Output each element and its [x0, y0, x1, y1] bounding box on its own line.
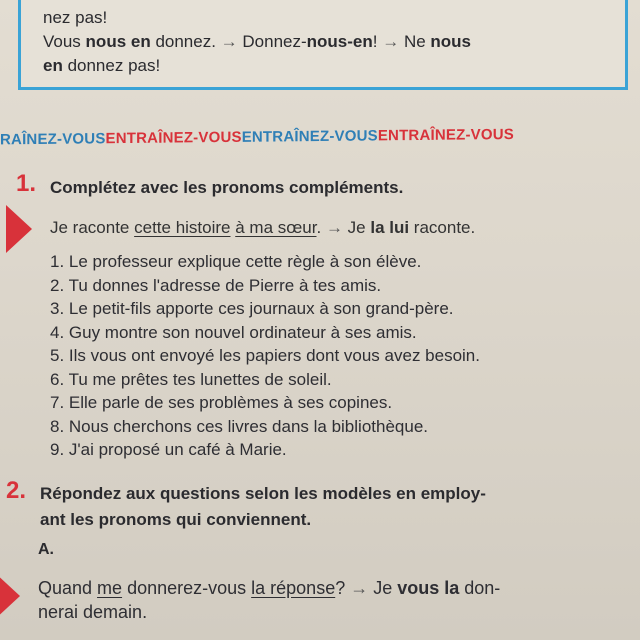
model-text: Je	[368, 578, 398, 598]
model-text: Je raconte	[50, 218, 135, 237]
model-text: ?	[335, 578, 351, 598]
banner-segment: RAÎNEZ-VOUS	[0, 130, 106, 149]
list-item: 4. Guy montre son nouvel ordinateur à ses amis.	[50, 322, 417, 342]
list-item: 8. Nous cherchons ces livres dans la bibliothèque.	[50, 416, 428, 436]
exercise-1-number: 1.	[16, 170, 37, 197]
exercise-1-title: Complétez avec les pronoms compléments.	[50, 178, 404, 197]
model-bold: vous la	[397, 578, 460, 598]
model-text: Je	[342, 218, 371, 237]
model-bold: la lui	[370, 218, 410, 237]
list-item: 6. Tu me prêtes tes lunettes de soleil.	[50, 369, 332, 389]
section-a-label: A.	[38, 541, 54, 558]
rule-text: Donnez-	[237, 32, 307, 51]
model-text: Quand	[38, 578, 98, 598]
list-item: 5. Ils vous ont envoyé les papiers dont vous avez besoin.	[50, 346, 480, 365]
rule-text: donnez pas!	[62, 56, 161, 75]
list-item: 3. Le petit-fils apporte ces journaux à son grand-père.	[50, 299, 454, 318]
rule-bold: nous-en	[306, 32, 373, 51]
model-text: .	[316, 218, 326, 237]
rule-bold: nous	[430, 32, 472, 51]
model-text: don-	[459, 578, 501, 598]
exercise-2-title-line-2: ant les pronoms qui conviennent.	[40, 510, 312, 529]
rule-text: nez pas!	[43, 8, 108, 27]
section-banner	[0, 125, 640, 154]
rule-text: Vous	[43, 32, 86, 51]
model-marker-icon	[6, 205, 32, 253]
rule-text: Ne	[399, 32, 431, 51]
rule-text: !	[372, 32, 383, 51]
banner-segment: ENTRAÎNEZ-VOUS	[241, 127, 378, 146]
exercise-2-title-line-1: Répondez aux questions selon les modèles en employ-	[40, 484, 486, 503]
rule-bold: nous en	[85, 32, 151, 51]
model-text: donnerez-vous	[122, 578, 252, 598]
arrow-icon: →	[220, 32, 238, 51]
exercise-2-number: 2.	[6, 477, 27, 504]
rule-line-3	[43, 56, 160, 76]
exercise-1-model	[50, 218, 475, 238]
rule-line-2	[43, 32, 471, 52]
banner-segment: ENTRAÎNEZ-VOUS	[105, 128, 242, 148]
exercise-2-model-line-1	[38, 578, 500, 599]
list-item: 7. Elle parle de ses problèmes à ses copines.	[50, 393, 393, 412]
list-item: 1. Le professeur explique cette règle à son élève.	[50, 252, 422, 271]
arrow-icon: →	[325, 218, 343, 237]
rule-text: donnez.	[150, 32, 221, 51]
model-underlined: à ma sœur	[235, 218, 317, 237]
arrow-icon: →	[382, 32, 400, 51]
model-text: raconte.	[409, 218, 476, 237]
arrow-icon: →	[350, 578, 369, 598]
model-underlined: cette histoire	[134, 218, 231, 237]
exercise-1-items	[50, 250, 480, 462]
model-marker-icon	[0, 572, 20, 620]
model-underlined: me	[97, 578, 123, 598]
rule-line-1	[43, 8, 107, 28]
exercise-2-model-line-2: nerai demain.	[38, 602, 148, 622]
banner-segment: ENTRAÎNEZ-VOUS	[377, 125, 514, 145]
rule-bold: en	[43, 56, 63, 75]
list-item: 2. Tu donnes l'adresse de Pierre à tes amis.	[50, 275, 382, 295]
list-item: 9. J'ai proposé un café à Marie.	[50, 440, 287, 459]
model-underlined: la réponse	[251, 578, 336, 598]
grammar-rule-box	[18, 0, 628, 90]
